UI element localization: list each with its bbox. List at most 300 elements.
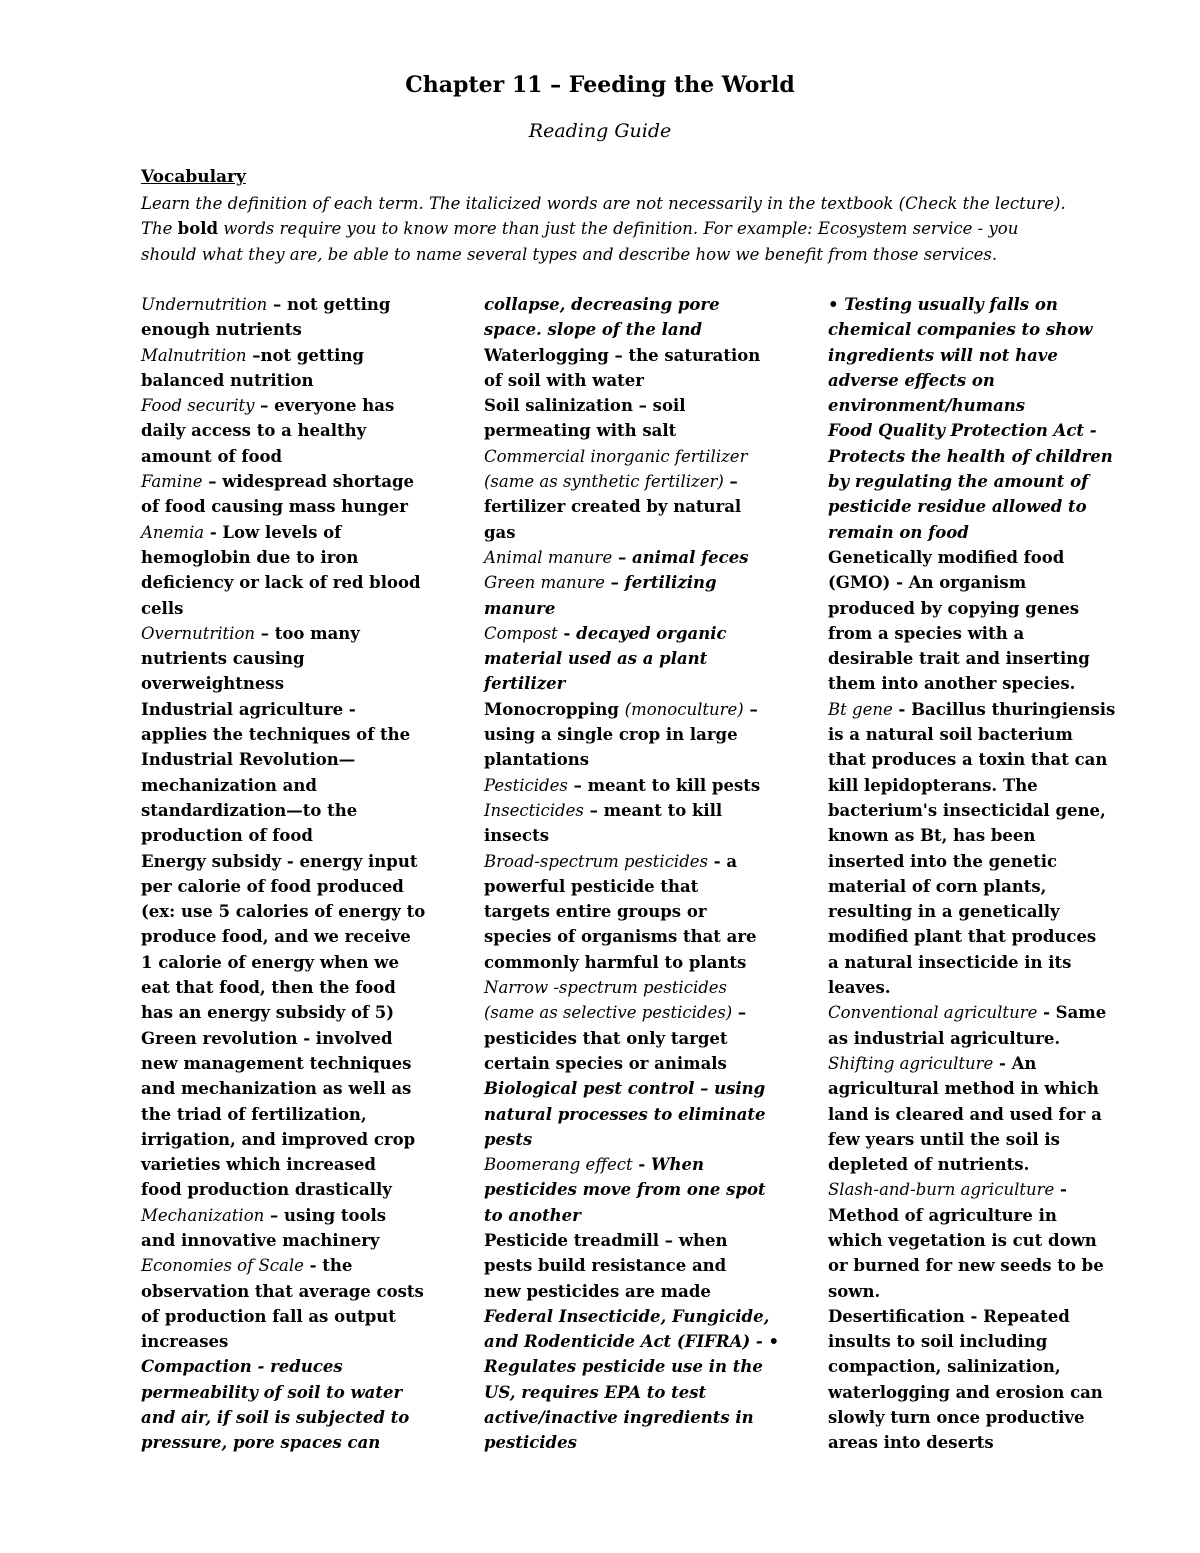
text-line <box>484 418 804 443</box>
text-line <box>141 924 461 949</box>
text-line <box>141 1127 461 1152</box>
text-line <box>141 849 461 874</box>
emphasis-text: Protects the health of children <box>828 446 1113 466</box>
text-line <box>141 975 461 1000</box>
text-line <box>484 849 804 874</box>
definition-text: - energy input <box>281 851 418 871</box>
text-line <box>141 646 461 671</box>
definition-text: as industrial agriculture. <box>828 1028 1061 1048</box>
text-line <box>828 1405 1148 1430</box>
text-line <box>484 621 804 646</box>
text-line <box>141 418 461 443</box>
page-subtitle: Reading Guide <box>528 120 672 142</box>
text-line <box>828 1279 1148 1304</box>
definition-text: produce food, and we receive <box>141 927 411 947</box>
text-line <box>828 747 1148 772</box>
definition-text: Method of agriculture in <box>828 1205 1057 1225</box>
text-line <box>828 1430 1148 1455</box>
text-line <box>828 621 1148 646</box>
text-line <box>828 1304 1148 1329</box>
definition-text: - <box>1054 1180 1067 1200</box>
definition-text: is a natural soil bacterium <box>828 725 1073 745</box>
definition-text: 1 calorie of energy when we <box>141 952 399 972</box>
definition-text: them into another species. <box>828 674 1076 694</box>
definition-text: known as Bt, has been <box>828 826 1036 846</box>
text-line <box>484 1203 804 1228</box>
text-line <box>828 317 1148 342</box>
emphasis-text: Green revolution <box>141 1028 298 1048</box>
text-line <box>484 596 804 621</box>
text-line <box>828 520 1148 545</box>
term-text: Malnutrition <box>141 345 247 365</box>
term-text: Shifting agriculture <box>828 1053 994 1073</box>
instruction-text: words require you to know more than just the definition. For example: Ecosystem service - you <box>218 219 1019 239</box>
text-line <box>484 747 804 772</box>
text-line <box>828 950 1148 975</box>
text-line <box>828 596 1148 621</box>
text-line <box>141 1329 461 1354</box>
text-line <box>828 823 1148 848</box>
emphasis-text: Genetically modified food <box>828 547 1065 567</box>
emphasis-text: active/inactive ingredients in <box>484 1408 754 1428</box>
definition-text: that produces a toxin that can <box>828 750 1108 770</box>
emphasis-text: Monocropping <box>484 699 625 719</box>
definition-text: pesticides that only target <box>484 1028 728 1048</box>
term-text: Boomerang effect <box>484 1155 633 1175</box>
text-line <box>141 722 461 747</box>
definition-text: the triad of fertilization, <box>141 1104 367 1124</box>
text-line <box>828 1228 1148 1253</box>
emphasis-text: (GMO) <box>828 573 891 593</box>
text-line <box>828 849 1148 874</box>
definition-text: - Bacillus thuringiensis <box>892 699 1116 719</box>
text-line <box>828 1152 1148 1177</box>
definition-text: targets entire groups or <box>484 902 707 922</box>
text-line <box>141 798 461 823</box>
term-text: Animal manure <box>484 547 613 567</box>
vocabulary-column-1 <box>141 292 461 1456</box>
definition-text: few years until the soil is <box>828 1129 1060 1149</box>
definition-text: fertilizer created by natural <box>484 497 742 517</box>
text-line <box>484 1380 804 1405</box>
text-line <box>141 1354 461 1379</box>
text-line <box>484 1228 804 1253</box>
vocabulary-instructions <box>141 191 1151 267</box>
vocabulary-heading: Vocabulary <box>141 167 246 187</box>
text-line <box>141 368 461 393</box>
definition-text: of soil with water <box>484 370 644 390</box>
text-line <box>484 1152 804 1177</box>
text-line <box>828 1329 1148 1354</box>
text-line <box>484 343 804 368</box>
definition-text: plantations <box>484 750 589 770</box>
text-line <box>141 292 461 317</box>
emphasis-text: pests <box>484 1129 533 1149</box>
definition-text: – meant to kill pests <box>567 775 761 795</box>
definition-text: production of food <box>141 826 313 846</box>
definition-text: produced by copying genes <box>828 598 1080 618</box>
definition-text: leaves. <box>828 978 891 998</box>
definition-text: hemoglobin due to iron <box>141 547 359 567</box>
text-line <box>141 343 461 368</box>
text-line <box>828 1026 1148 1051</box>
definition-text: certain species or animals <box>484 1053 727 1073</box>
text-line <box>484 1253 804 1278</box>
definition-text: of food causing mass hunger <box>141 497 408 517</box>
text-line <box>141 1177 461 1202</box>
text-line <box>484 317 804 342</box>
definition-text: varieties which increased <box>141 1155 376 1175</box>
emphasis-text: pressure, pore spaces can <box>141 1433 381 1453</box>
definition-text: - involved <box>297 1028 393 1048</box>
text-line <box>484 368 804 393</box>
text-line <box>828 1177 1148 1202</box>
text-line <box>484 393 804 418</box>
definition-text: increases <box>141 1332 229 1352</box>
text-line <box>141 1405 461 1430</box>
text-line <box>484 1000 804 1025</box>
definition-text: standardization—to the <box>141 800 358 820</box>
definition-text: areas into deserts <box>828 1433 994 1453</box>
text-line <box>141 393 461 418</box>
text-line <box>828 368 1148 393</box>
term-text: Mechanization <box>141 1205 265 1225</box>
text-line <box>828 292 1148 317</box>
emphasis-text: fertilizing <box>624 573 717 593</box>
text-line <box>828 924 1148 949</box>
term-text: Famine <box>141 472 203 492</box>
definition-text: per calorie of food produced <box>141 876 404 896</box>
definition-text: - Repeated <box>964 1306 1070 1326</box>
definition-text: overweightness <box>141 674 284 694</box>
definition-text: inserted into the genetic <box>828 851 1058 871</box>
text-line <box>484 570 804 595</box>
definition-text: – soil <box>632 396 686 416</box>
definition-text: applies the techniques of the <box>141 725 411 745</box>
emphasis-text: environment/humans <box>828 396 1026 416</box>
definition-text: a natural insecticide in its <box>828 952 1072 972</box>
definition-text: – <box>723 472 738 492</box>
definition-text: - <box>632 1155 651 1175</box>
definition-text: permeating with salt <box>484 421 677 441</box>
term-text: (monoculture) <box>624 699 744 719</box>
vocabulary-column-3 <box>828 292 1148 1456</box>
emphasis-text: pesticides <box>484 1433 577 1453</box>
text-line <box>484 1102 804 1127</box>
term-text: Food security <box>141 396 255 416</box>
text-line <box>484 469 804 494</box>
definition-text: nutrients causing <box>141 649 305 669</box>
text-line <box>141 1000 461 1025</box>
emphasis-text: natural processes to eliminate <box>484 1104 766 1124</box>
emphasis-text: Pesticide treadmill <box>484 1230 660 1250</box>
instruction-line: Learn the definition of each term. The italicized words are not necessarily in the textbook (Check the lecture). <box>141 194 1066 213</box>
vocabulary-column-2 <box>484 292 804 1456</box>
definition-text: Industrial Revolution— <box>141 750 356 770</box>
emphasis-text: permeability of soil to water <box>141 1382 403 1402</box>
text-line <box>484 545 804 570</box>
text-line <box>484 823 804 848</box>
text-line <box>484 1354 804 1379</box>
term-text: Overnutrition <box>141 623 256 643</box>
emphasis-text: animal feces <box>631 547 749 567</box>
emphasis-text: and air, if soil is subjected to <box>141 1408 410 1428</box>
definition-text: –not getting <box>246 345 364 365</box>
emphasis-text: Desertification <box>828 1306 965 1326</box>
text-line <box>484 697 804 722</box>
text-line <box>141 469 461 494</box>
text-line <box>141 444 461 469</box>
text-line <box>141 1279 461 1304</box>
text-line <box>141 317 461 342</box>
definition-text: - a <box>708 851 738 871</box>
text-line <box>828 570 1148 595</box>
definition-text: material of corn plants, <box>828 876 1047 896</box>
text-line <box>484 722 804 747</box>
text-line <box>141 1430 461 1455</box>
term-text: Undernutrition <box>141 295 268 314</box>
definition-text: gas <box>484 522 516 542</box>
text-line <box>484 292 804 317</box>
term-text: Broad-spectrum pesticides <box>484 851 709 871</box>
text-line <box>484 494 804 519</box>
text-line <box>828 773 1148 798</box>
term-text: Bt gene <box>828 699 893 719</box>
text-line <box>828 1203 1148 1228</box>
emphasis-text: adverse effects on <box>828 370 995 390</box>
definition-text: or burned for new seeds to be <box>828 1256 1104 1276</box>
text-line <box>828 1354 1148 1379</box>
emphasis-text: by regulating the amount of <box>828 472 1089 492</box>
term-text: Economies of Scale <box>141 1256 304 1276</box>
text-line <box>828 1253 1148 1278</box>
emphasis-text: ingredients will not have <box>828 345 1058 365</box>
definition-text: - Low levels of <box>204 522 342 542</box>
definition-text: of production fall as output <box>141 1306 396 1326</box>
text-line <box>484 444 804 469</box>
term-text: Green manure <box>484 573 605 593</box>
definition-text: balanced nutrition <box>141 370 314 390</box>
text-line <box>141 671 461 696</box>
emphasis-text: Soil salinization <box>484 396 633 416</box>
definition-text: kill lepidopterans. The <box>828 775 1038 795</box>
definition-text: powerful pesticide that <box>484 876 699 896</box>
emphasis-text: manure <box>484 598 556 618</box>
text-line <box>484 520 804 545</box>
text-line <box>141 773 461 798</box>
emphasis-text: fertilizer <box>484 674 566 694</box>
definition-text: – everyone has <box>254 396 395 416</box>
text-line <box>484 671 804 696</box>
text-line <box>141 1304 461 1329</box>
definition-text: – not getting <box>267 295 391 314</box>
definition-text: insects <box>484 826 550 846</box>
text-line <box>828 1076 1148 1101</box>
definition-text: and mechanization as well as <box>141 1079 412 1099</box>
text-line <box>141 520 461 545</box>
text-line <box>828 798 1148 823</box>
text-line <box>828 1380 1148 1405</box>
emphasis-text: Compaction - reduces <box>141 1357 343 1377</box>
text-line <box>828 874 1148 899</box>
definition-text: from a species with a <box>828 623 1025 643</box>
definition-text: observation that average costs <box>141 1281 424 1301</box>
text-line <box>828 418 1148 443</box>
page-title: Chapter 11 – Feeding the World <box>405 72 795 98</box>
definition-text: food production drastically <box>141 1180 392 1200</box>
definition-text: – the saturation <box>608 345 761 365</box>
text-line <box>484 950 804 975</box>
definition-text: amount of food <box>141 446 283 466</box>
instruction-bold-word: bold <box>177 219 219 239</box>
text-line <box>828 494 1148 519</box>
definition-text: agricultural method in which <box>828 1079 1099 1099</box>
definition-text: - the <box>303 1256 353 1276</box>
text-line <box>484 924 804 949</box>
definition-text: desirable trait and inserting <box>828 649 1090 669</box>
text-line <box>141 747 461 772</box>
term-text: (same as selective pesticides) <box>484 1003 733 1023</box>
text-line <box>828 393 1148 418</box>
definition-text: – <box>604 573 625 593</box>
instruction-text: The <box>141 219 178 239</box>
definition-text: eat that food, then the food <box>141 978 396 998</box>
definition-text: - An organism <box>890 573 1027 593</box>
term-text: Commercial inorganic fertilizer <box>484 446 748 466</box>
definition-text: sown. <box>828 1281 881 1301</box>
text-line <box>484 1279 804 1304</box>
term-text: Slash-and-burn agriculture <box>828 1180 1055 1200</box>
definition-text: – too many <box>255 623 360 643</box>
emphasis-text: material used as a plant <box>484 649 708 669</box>
definition-text: – <box>743 699 758 719</box>
term-text: Compost <box>484 623 558 643</box>
text-line <box>141 950 461 975</box>
emphasis-text: Biological pest control – using <box>484 1079 766 1099</box>
emphasis-text: collapse, decreasing pore <box>484 295 720 314</box>
emphasis-text: Energy subsidy <box>141 851 282 871</box>
definition-text: which vegetation is cut down <box>828 1230 1097 1250</box>
emphasis-text: pesticides move from one spot <box>484 1180 766 1200</box>
text-line <box>484 874 804 899</box>
text-line <box>828 1000 1148 1025</box>
text-line <box>484 773 804 798</box>
term-text: Insecticides <box>484 800 584 820</box>
emphasis-text: Food Quality Protection Act - <box>828 421 1097 441</box>
definition-text: - <box>343 699 356 719</box>
term-text: Anemia <box>141 522 205 542</box>
definition-text: – <box>732 1003 747 1023</box>
definition-text: bacterium's insecticidal gene, <box>828 800 1106 820</box>
text-line <box>484 1177 804 1202</box>
instruction-line: should what they are, be able to name several types and describe how we benefit from those services. <box>141 244 998 264</box>
definition-text: - An <box>993 1053 1037 1073</box>
text-line <box>141 1076 461 1101</box>
text-line <box>484 798 804 823</box>
text-line <box>141 1051 461 1076</box>
text-line <box>828 899 1148 924</box>
emphasis-text: Industrial agriculture <box>141 699 344 719</box>
emphasis-text: Federal Insecticide, Fungicide, <box>484 1306 770 1326</box>
text-line <box>141 899 461 924</box>
text-line <box>484 1430 804 1455</box>
text-line <box>141 1228 461 1253</box>
text-line <box>141 823 461 848</box>
definition-text: slowly turn once productive <box>828 1408 1085 1428</box>
emphasis-text: Regulates pesticide use in the <box>484 1357 763 1377</box>
text-line <box>484 1051 804 1076</box>
definition-text: - <box>557 623 577 643</box>
text-line <box>484 1127 804 1152</box>
text-line <box>141 596 461 621</box>
text-line <box>141 1380 461 1405</box>
text-line <box>141 545 461 570</box>
text-line <box>141 621 461 646</box>
text-line <box>141 1152 461 1177</box>
definition-text: modified plant that produces <box>828 927 1097 947</box>
term-text: Pesticides <box>484 775 568 795</box>
text-line <box>484 646 804 671</box>
definition-text: land is cleared and used for a <box>828 1104 1102 1124</box>
definition-text: deficiency or lack of red blood <box>141 573 421 593</box>
emphasis-text: decayed organic <box>576 623 727 643</box>
text-line <box>828 646 1148 671</box>
emphasis-text: When <box>651 1155 705 1175</box>
text-line <box>828 469 1148 494</box>
definition-text: enough nutrients <box>141 320 302 340</box>
text-line <box>484 1329 804 1354</box>
definition-text: - Same <box>1037 1003 1107 1023</box>
text-line <box>828 343 1148 368</box>
text-line <box>828 975 1148 1000</box>
definition-text: irrigation, and improved crop <box>141 1129 416 1149</box>
emphasis-text: US, requires EPA to test <box>484 1382 707 1402</box>
text-line <box>828 1127 1148 1152</box>
emphasis-text: to another <box>484 1205 581 1225</box>
text-line <box>141 570 461 595</box>
definition-text: cells <box>141 598 184 618</box>
text-line <box>828 722 1148 747</box>
definition-text: mechanization and <box>141 775 317 795</box>
definition-text: – meant to kill <box>583 800 723 820</box>
definition-text: insults to soil including <box>828 1332 1048 1352</box>
text-line <box>828 697 1148 722</box>
text-line <box>484 899 804 924</box>
text-line <box>141 494 461 519</box>
emphasis-text: and Rodenticide Act (FIFRA) - • <box>484 1332 780 1352</box>
definition-text: – when <box>659 1230 728 1250</box>
emphasis-text: remain on food <box>828 522 969 542</box>
emphasis-text: space. slope of the land <box>484 320 703 340</box>
text-line <box>828 671 1148 696</box>
definition-text: – <box>612 547 632 567</box>
definition-text: and innovative machinery <box>141 1230 380 1250</box>
text-line <box>828 545 1148 570</box>
definition-text: daily access to a healthy <box>141 421 367 441</box>
text-line <box>141 1253 461 1278</box>
text-line <box>141 874 461 899</box>
definition-text: compaction, salinization, <box>828 1357 1061 1377</box>
text-line <box>141 697 461 722</box>
text-line <box>484 1076 804 1101</box>
text-line <box>828 444 1148 469</box>
text-line <box>141 1203 461 1228</box>
definition-text: – widespread shortage <box>202 472 415 492</box>
text-line <box>828 1102 1148 1127</box>
term-text: (same as synthetic fertilizer) <box>484 472 724 492</box>
emphasis-text: pesticide residue allowed to <box>828 497 1087 517</box>
definition-text: has an energy subsidy of 5) <box>141 1003 395 1023</box>
